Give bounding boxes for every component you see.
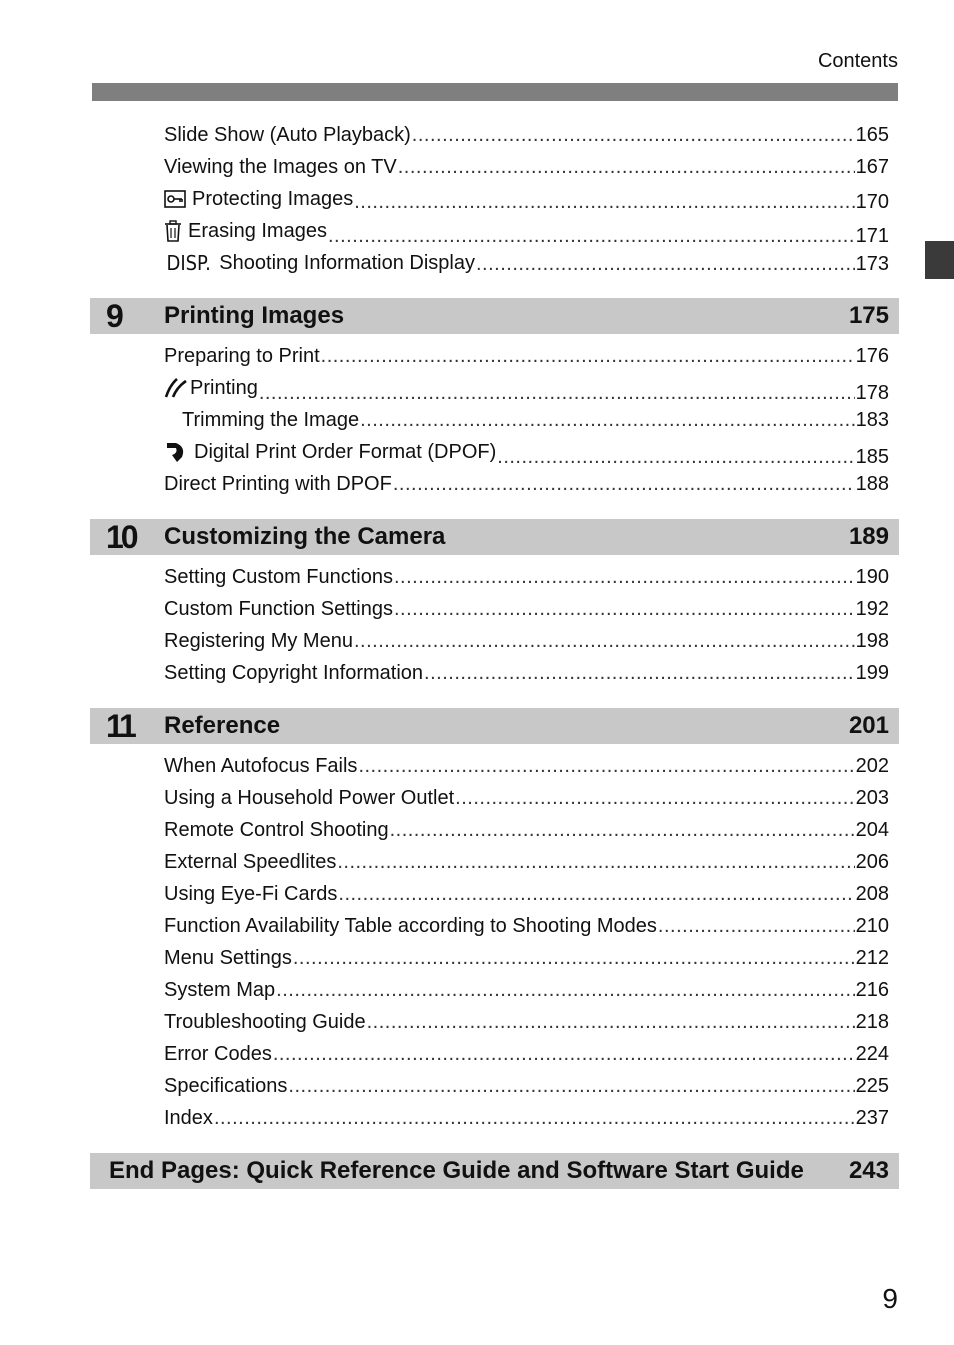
dot-leader bbox=[476, 250, 855, 278]
dot-leader bbox=[354, 188, 854, 216]
chapter-title: Customizing the Camera bbox=[164, 523, 446, 550]
dot-leader bbox=[658, 912, 855, 940]
dot-leader bbox=[337, 848, 854, 876]
entry-title: Specifications bbox=[164, 1075, 288, 1097]
dot-leader bbox=[276, 976, 854, 1004]
entry-title: Slide Show (Auto Playback) bbox=[164, 124, 411, 146]
entry-page: 218 bbox=[855, 1011, 889, 1033]
entry-page: 165 bbox=[855, 124, 889, 146]
dot-leader bbox=[321, 342, 855, 370]
entry-title: Troubleshooting Guide bbox=[164, 1011, 366, 1033]
toc-entry[interactable] bbox=[164, 627, 889, 655]
dot-leader bbox=[390, 816, 855, 844]
trash-icon bbox=[164, 220, 182, 242]
toc-entry[interactable] bbox=[164, 563, 889, 591]
entry-title: Shooting Information Display bbox=[219, 252, 475, 274]
entry-title: Setting Custom Functions bbox=[164, 566, 393, 588]
dpof-icon bbox=[164, 441, 188, 463]
chapter-number: 11 bbox=[106, 707, 134, 744]
chapter-11-bar[interactable] bbox=[90, 708, 899, 744]
entry-page: 183 bbox=[855, 409, 889, 431]
entry-page: 173 bbox=[855, 253, 889, 275]
toc-entry[interactable] bbox=[164, 249, 889, 277]
entry-page: 185 bbox=[855, 446, 889, 468]
disp-icon: DISP. bbox=[166, 251, 211, 275]
entry-title: Using Eye-Fi Cards bbox=[164, 883, 338, 905]
chapter-page: 189 bbox=[848, 523, 889, 550]
toc-entry[interactable] bbox=[164, 816, 889, 844]
dot-leader bbox=[455, 784, 854, 812]
toc-entry[interactable] bbox=[164, 1104, 889, 1132]
toc-entry[interactable] bbox=[164, 976, 889, 1004]
entry-title: Digital Print Order Format (DPOF) bbox=[194, 441, 497, 463]
toc-entry[interactable] bbox=[164, 1040, 889, 1068]
chapter-number: 10 bbox=[106, 518, 136, 555]
entry-page: 202 bbox=[855, 755, 889, 777]
chapter-10-bar[interactable] bbox=[90, 519, 899, 555]
entry-title: Menu Settings bbox=[164, 947, 292, 969]
entry-page: 225 bbox=[855, 1075, 889, 1097]
dot-leader bbox=[328, 222, 855, 250]
dot-leader bbox=[424, 659, 855, 687]
page-number: 9 bbox=[882, 1283, 898, 1314]
dot-leader bbox=[338, 880, 854, 908]
entry-title: Registering My Menu bbox=[164, 630, 353, 652]
dot-leader bbox=[360, 406, 855, 434]
entry-title: Remote Control Shooting bbox=[164, 819, 389, 841]
entry-title: When Autofocus Fails bbox=[164, 755, 358, 777]
chapter-page: 175 bbox=[848, 302, 889, 329]
entry-page: 178 bbox=[855, 382, 889, 404]
toc-entry[interactable] bbox=[164, 848, 889, 876]
toc-entry[interactable] bbox=[164, 1008, 889, 1036]
entry-page: 199 bbox=[855, 662, 889, 684]
toc-entry[interactable] bbox=[164, 185, 889, 213]
entry-title: Direct Printing with DPOF bbox=[164, 473, 392, 495]
chapter-page: 201 bbox=[848, 712, 889, 739]
dot-leader bbox=[398, 153, 855, 181]
toc-entry[interactable] bbox=[182, 406, 889, 434]
entry-page: 170 bbox=[855, 191, 889, 213]
dot-leader bbox=[354, 627, 855, 655]
entry-title: Using a Household Power Outlet bbox=[164, 787, 455, 809]
entry-page: 171 bbox=[855, 225, 889, 247]
entry-page: 192 bbox=[855, 598, 889, 620]
dot-leader bbox=[214, 1104, 855, 1132]
entry-page: 216 bbox=[855, 979, 889, 1001]
entry-page: 176 bbox=[855, 345, 889, 367]
dot-leader bbox=[497, 443, 854, 471]
entry-page: 203 bbox=[855, 787, 889, 809]
chapter-title: Reference bbox=[164, 712, 281, 739]
chapter-9-bar[interactable] bbox=[90, 298, 899, 334]
toc-entry[interactable] bbox=[164, 784, 889, 812]
toc-entry[interactable] bbox=[164, 752, 889, 780]
dot-leader bbox=[393, 470, 855, 498]
entry-title: External Speedlites bbox=[164, 851, 337, 873]
entry-page: 208 bbox=[855, 883, 889, 905]
toc-entry[interactable] bbox=[164, 912, 889, 940]
end-pages-title: End Pages: Quick Reference Guide and Software Start Guide bbox=[109, 1157, 804, 1184]
toc-entry[interactable] bbox=[164, 659, 889, 687]
chapter-title: Printing Images bbox=[164, 302, 345, 329]
entry-title: Custom Function Settings bbox=[164, 598, 393, 620]
end-pages-bar[interactable] bbox=[90, 1153, 899, 1189]
toc-entry[interactable] bbox=[164, 217, 889, 245]
entry-page: 190 bbox=[855, 566, 889, 588]
chapter-number: 9 bbox=[106, 297, 121, 334]
end-pages-page: 243 bbox=[848, 1157, 889, 1184]
entry-page: 237 bbox=[855, 1107, 889, 1129]
toc-entry[interactable] bbox=[164, 438, 889, 466]
dot-leader bbox=[358, 752, 854, 780]
entry-title: Setting Copyright Information bbox=[164, 662, 424, 684]
entry-title: Printing bbox=[190, 377, 258, 399]
entry-page: 198 bbox=[855, 630, 889, 652]
direct-print-icon bbox=[164, 377, 188, 399]
entry-title: Trimming the Image bbox=[182, 409, 360, 431]
entry-title: Erasing Images bbox=[188, 220, 327, 242]
protect-key-icon bbox=[164, 190, 186, 208]
toc-entry[interactable] bbox=[164, 880, 889, 908]
dot-leader bbox=[394, 563, 855, 591]
side-chapter-tab bbox=[925, 241, 954, 279]
entry-page: 224 bbox=[855, 1043, 889, 1065]
entry-page: 167 bbox=[855, 156, 889, 178]
entry-page: 206 bbox=[855, 851, 889, 873]
entry-title: Index bbox=[164, 1107, 213, 1129]
entry-title: Protecting Images bbox=[192, 188, 354, 210]
entry-title: Preparing to Print bbox=[164, 345, 320, 367]
entry-title: Viewing the Images on TV bbox=[164, 156, 397, 178]
entry-page: 212 bbox=[855, 947, 889, 969]
toc-entry[interactable] bbox=[164, 153, 889, 181]
toc-entry[interactable] bbox=[164, 470, 889, 498]
toc-entry[interactable] bbox=[164, 595, 889, 623]
toc-entry[interactable] bbox=[164, 1072, 889, 1100]
dot-leader bbox=[367, 1008, 855, 1036]
dot-leader bbox=[273, 1040, 855, 1068]
entry-page: 188 bbox=[855, 473, 889, 495]
dot-leader bbox=[293, 944, 855, 972]
entry-page: 204 bbox=[855, 819, 889, 841]
toc-entry[interactable] bbox=[164, 342, 889, 370]
dot-leader bbox=[259, 379, 855, 407]
toc-entry[interactable] bbox=[164, 374, 889, 402]
entry-title: System Map bbox=[164, 979, 276, 1001]
header-label: Contents bbox=[817, 50, 898, 72]
entry-page: 210 bbox=[855, 915, 889, 937]
dot-leader bbox=[412, 121, 855, 149]
toc-entry[interactable] bbox=[164, 944, 889, 972]
dot-leader bbox=[288, 1072, 854, 1100]
entry-title: Function Availability Table according to Shooting Modes bbox=[164, 915, 657, 937]
entry-title: Error Codes bbox=[164, 1043, 272, 1065]
dot-leader bbox=[394, 595, 855, 623]
toc-entry[interactable] bbox=[164, 121, 889, 149]
top-bar bbox=[92, 83, 898, 101]
